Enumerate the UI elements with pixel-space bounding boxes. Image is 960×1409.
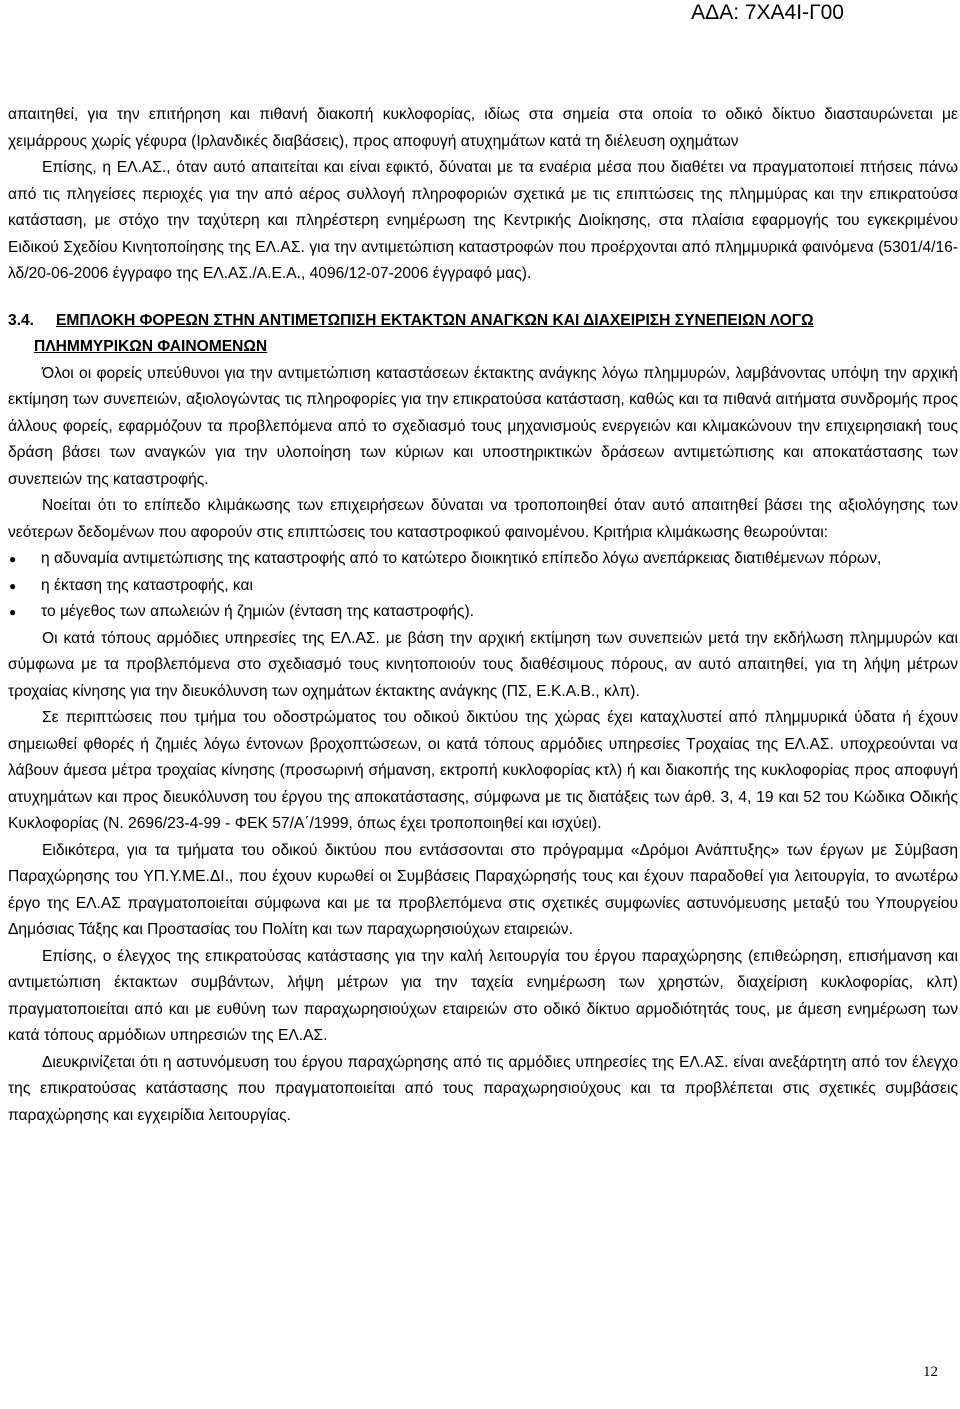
list-item: ● το μέγεθος των απωλειών ή ζημιών (ένταση της καταστροφής). <box>8 599 958 626</box>
criteria-list <box>8 546 958 626</box>
document-body <box>8 102 958 1129</box>
paragraph-8: Επίσης, ο έλεγχος της επικρατούσας κατάστασης για την καλή λειτουργία του έργου παραχώρησης (επιθεώρηση, επισήμανση και αντιμετώπιση έκτακτων συμβάντων, λήψη μέτρων για την ταχεία ενημέρωση των χρηστών, διαχείριση κυκλοφορίας, κλπ) πραγματοποιείται από και με ευθύνη των παραχωρησιούχων εταιρειών στο οδικό δίκτυο αρμοδιότητάς τους, με άμεση ενημέρωση των κατά τόπους αρμόδιων υπηρεσιών της ΕΛ.ΑΣ. <box>8 947 958 1044</box>
section-heading <box>8 308 958 335</box>
section-number: 3.4. <box>8 311 35 329</box>
paragraph-2: Επίσης, η ΕΛ.ΑΣ., όταν αυτό απαιτείται και είναι εφικτό, δύναται με τα εναέρια μέσα που διαθέτει να πραγματοποιεί πτήσεις πάνω από τις πληγείσες περιοχές για την από αέρος συλλογή πληροφοριών σχετικά με τις επιπτώσεις της πλημμύρας και την επικρατούσα κατάσταση, με στόχο την ταχύτερη και πληρέστερη ενημέρωση της Κεντρικής Διοίκησης, στα πλαίσια εφαρμογής του εγκεκριμένου Ειδικού Σχεδίου Κινητοποίησης της ΕΛ.ΑΣ. για την αντιμετώπιση καταστροφών που προέρχονται από πλημμυρικά φαινόμενα (5301/4/16-λδ/20-06-2006 έγγραφο της ΕΛ.ΑΣ./Α.Ε.Α., 4096/12-07-2006 έγγραφό μας). <box>8 159 958 282</box>
paragraph-6: Σε περιπτώσεις που τμήμα του οδοστρώματος του οδικού δικτύου της χώρας έχει καταχλυστεί από πλημμυρικά ύδατα ή έχουν σημειωθεί φθορές ή ζημιές λόγω έντονων βροχοπτώσεων, οι κατά τόπους αρμόδιες υπηρεσίες Τροχαίας της ΕΛ.ΑΣ. υποχρεούνται να λάβουν άμεσα μέτρα τροχαίας κίνησης (προσωρινή σήμανση, εκτροπή κυκλοφορίας κτλ) ή και διακοπής της κυκλοφορίας προς αποφυγή ατυχημάτων και προς διευκόλυνση του έργου της αποκατάστασης, σύμφωνα με τις διατάξεις των άρθ. 3, 4, 19 και 52 του Κώδικα Οδικής Κυκλοφορίας (Ν. 2696/23-4-99 - ΦΕΚ 57/Α΄/1999, όπως έχει τροποποιηθεί και ισχύει). <box>8 709 958 832</box>
paragraph-4: Νοείται ότι το επίπεδο κλιμάκωσης των επιχειρήσεων δύναται να τροποποιηθεί όταν αυτό απαιτηθεί βάσει της αξιολόγησης των νεότερων δεδομένων που αφορούν στις επιπτώσεις του καταστροφικού φαινομένου. Κριτήρια κλιμάκωσης θεωρούνται: <box>8 497 958 541</box>
page-number: 12 <box>923 1364 938 1380</box>
list-item: ● η έκταση της καταστροφής, και <box>8 573 958 600</box>
paragraph-7: Ειδικότερα, για τα τμήματα του οδικού δικτύου που εντάσσονται στο πρόγραμμα «Δρόμοι Ανάπτυξης» των έργων με Σύμβαση Παραχώρησης του ΥΠ.Υ.ΜΕ.ΔΙ., που έχουν κυρωθεί οι Συμβάσεις Παραχώρησής τους και έχουν παραδοθεί για λειτουργία, το ανωτέρω έργο της ΕΛ.ΑΣ πραγματοποιείται σύμφωνα και με τα προβλεπόμενα στις σχετικές συμφωνίες αστυνόμευσης μεταξύ του Υπουργείου Δημόσιας Τάξης και Προστασίας του Πολίτη και των παραχωρησιούχων εταιρειών. <box>8 841 958 938</box>
section-title-line2: ΠΛΗΜΜΥΡΙΚΩΝ ΦΑΙΝΟΜΕΝΩΝ <box>34 338 268 355</box>
paragraph-9: Διευκρινίζεται ότι η αστυνόμευση του έργου παραχώρησης από τις αρμόδιες υπηρεσίες της ΕΛ.ΑΣ. είναι ανεξάρτητη από τον έλεγχο της επικρατούσας κατάστασης που πραγματοποιείται από τους παραχωρησιούχους και τα προβλέπεται στις σχετικές συμβάσεις παραχώρησης και εγχειρίδια λειτουργίας. <box>8 1053 958 1124</box>
paragraph-5: Οι κατά τόπους αρμόδιες υπηρεσίες της ΕΛ.ΑΣ. με βάση την αρχική εκτίμηση των συνεπειών μετά την εκδήλωση πλημμυρών και σύμφωνα με τα προβλεπόμενα στο σχεδιασμό τους κινητοποιούν τους διαθέσιμους πόρους, αν αυτό απαιτηθεί, για τη λήψη μέτρων τροχαίας κίνησης για την διευκόλυνση των οχημάτων έκτακτης ανάγκης (ΠΣ, Ε.Κ.Α.Β., κλπ). <box>8 629 958 700</box>
paragraph-3: Όλοι οι φορείς υπεύθυνοι για την αντιμετώπιση καταστάσεων έκτακτης ανάγκης λόγω πλημμυρών, λαμβάνοντας υπόψη την αρχική εκτίμηση των συνεπειών, αξιολογώντας τις πληροφορίες για την επικρατούσα κατάσταση, καθώς και τα πιθανά αιτήματα συνδρομής προς άλλους φορείς, εφαρμόζουν τα προβλεπόμενα από το σχεδιασμό τους μηχανισμούς ενεργειών και κλιμακώνουν την επιχειρησιακή τους δράση βάσει των αναγκών για την υλοποίηση των κύριων και υποστηρικτικών δράσεων αντιμετώπισης και αποκατάστασης των συνεπειών της καταστροφής. <box>8 364 958 488</box>
list-item: ● η αδυναμία αντιμετώπισης της καταστροφής από το κατώτερο διοικητικό επίπεδο λόγω ανεπάρκειας διατιθέμενων πόρων, <box>8 546 958 573</box>
section-title-line1: ΕΜΠΛΟΚΗ ΦΟΡΕΩΝ ΣΤΗΝ ΑΝΤΙΜΕΤΩΠΙΣΗ ΕΚΤΑΚΤΩΝ ΑΝΑΓΚΩΝ ΚΑΙ ΔΙΑΧΕΙΡΙΣΗ ΣΥΝΕΠΕΙΩΝ ΛΟΓΩ <box>56 311 814 329</box>
paragraph-1: απαιτηθεί, για την επιτήρηση και πιθανή διακοπή κυκλοφορίας, ιδίως στα σημεία στα οποία το οδικό δίκτυο διασταυρώνεται με χειμάρρους χωρίς γέφυρα (Ιρλανδικές διαβάσεις), προς αποφυγή ατυχημάτων κατά τη διέλευση οχημάτων <box>8 106 958 150</box>
ada-code: ΑΔΑ: 7ΧΑ4Ι-Γ00 <box>691 1 844 24</box>
